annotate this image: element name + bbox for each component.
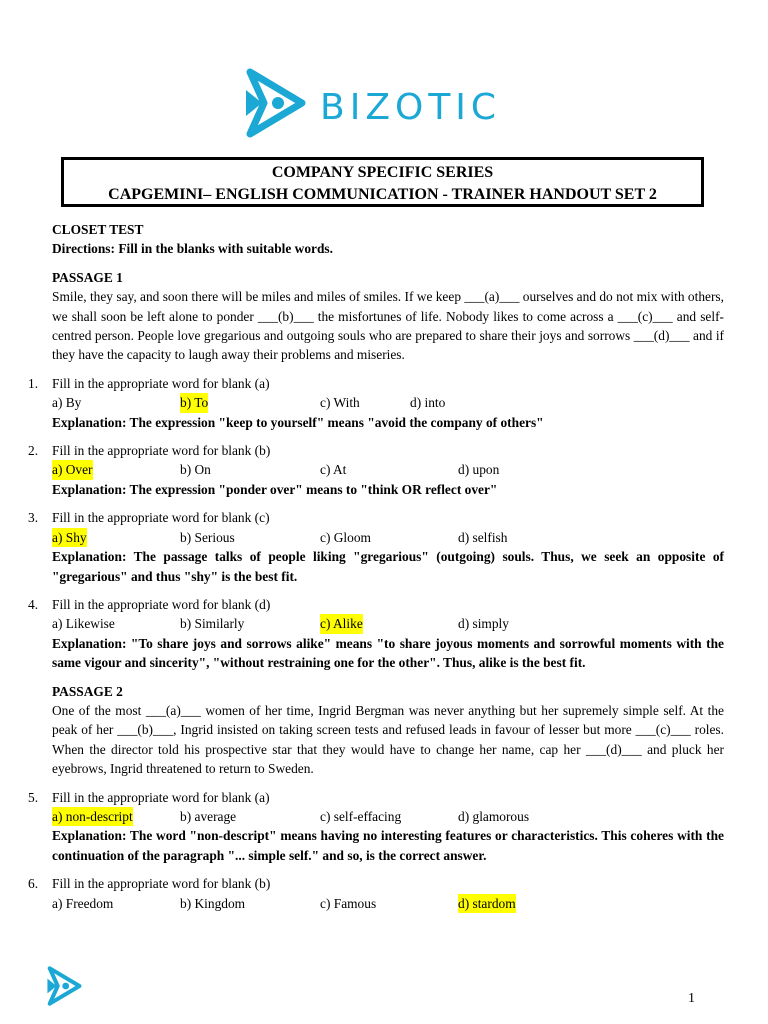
series-title: COMPANY SPECIFIC SERIES (271, 164, 494, 181)
question-prompt: Fill in the appropriate word for blank (d) (52, 596, 271, 612)
options-row (52, 614, 724, 633)
explanation: Explanation: The word "non-descript" means having no interesting features or characteristics. This coheres with the continuation of the paragraph "... simple self." and so, is the correct answer. (52, 828, 724, 863)
handout-content (28, 220, 724, 913)
option-a: a) Freedom (52, 895, 114, 911)
option-d: d) simply (458, 616, 509, 632)
options-row (52, 460, 724, 479)
passage-2-title: PASSAGE 2 (52, 683, 123, 699)
brand-logo (244, 58, 524, 148)
bizotic-triangle-logo-icon (244, 68, 306, 138)
passage-2-text: One of the most ___(a)___ women of her time, Ingrid Bergman was never anything but her supremely simple self. At the peak of her ___(b)___, Ingrid insisted on taking screen tests and refused leads in favour of lesser but more ___(c)___ roles. When the director told his prospective star that they would have to change her name, cap her ___(d)___ and pluck her eyebrows, Ingrid threatened to return to Sweden. (52, 702, 724, 777)
explanation: Explanation: The expression "ponder over" means to "think OR reflect over" (52, 481, 498, 497)
option-b: b) average (180, 808, 237, 824)
explanation: Explanation: The expression "keep to yourself" means "avoid the company of others" (52, 414, 544, 430)
options-row (52, 528, 724, 547)
option-a: a) Likewise (52, 616, 115, 632)
question-2 (28, 441, 724, 499)
option-a-correct: a) Shy (52, 528, 87, 547)
question-prompt: Fill in the appropriate word for blank (c) (52, 510, 270, 526)
passage-1-title: PASSAGE 1 (52, 269, 123, 285)
options-row (52, 393, 724, 412)
question-4 (28, 595, 724, 673)
option-b: b) On (180, 462, 211, 478)
brand-name: BIZOTIC (320, 86, 502, 128)
option-c: c) With (320, 395, 360, 411)
question-number: 3. (28, 510, 39, 526)
explanation: Explanation: "To share joys and sorrows alike" means "to share joyous moments and sorrowful moments with the same vigour and sincerity", "without restraining one for the other". Thus, alike is the best fit. (52, 635, 724, 671)
option-a: a) By (52, 395, 82, 411)
option-b: b) Serious (180, 529, 235, 545)
option-a-correct: a) non-descript (52, 807, 133, 826)
option-d-correct: d) stardom (458, 894, 516, 913)
directions: Directions: Fill in the blanks with suitable words. (52, 241, 333, 257)
explanation: Explanation: The passage talks of people liking "gregarious" (outgoing) souls. Thus, we seek an opposite of "gregarious" and thus "shy" is the best fit. (52, 549, 724, 584)
option-b: b) Similarly (180, 616, 245, 632)
page-number: 1 (688, 991, 695, 1006)
option-c-correct: c) Alike (320, 614, 363, 633)
question-number: 6. (28, 876, 39, 892)
option-d: d) into (410, 395, 446, 411)
option-c: c) At (320, 462, 347, 478)
option-d: d) selfish (458, 529, 508, 545)
question-1 (28, 374, 724, 432)
question-3 (28, 508, 724, 586)
passage-1-text: Smile, they say, and soon there will be miles and miles of smiles. If we keep ___(a)___ ourselves and do not mix with others, we shall soon be left alone to ponder ___(b)___ the misfortunes of life. Nobody likes to come across a ___(c)___ and self-centred person. People love gregarious and outgoing souls who are prepared to share their joys and sorrows ___(d)___ and if they have the capacity to laugh away their problems and miseries. (52, 289, 724, 363)
options-row (52, 894, 724, 913)
bizotic-footer-logo-icon (44, 966, 84, 1006)
question-number: 1. (28, 375, 39, 391)
question-prompt: Fill in the appropriate word for blank (b) (52, 876, 271, 892)
question-6 (28, 874, 724, 913)
option-c: c) self-effacing (320, 808, 402, 824)
options-row (52, 807, 724, 826)
question-number: 4. (28, 596, 39, 612)
option-d: d) glamorous (458, 808, 530, 824)
option-b: b) Kingdom (180, 895, 246, 911)
question-number: 2. (28, 443, 39, 459)
option-b-correct: b) To (180, 393, 208, 412)
question-5 (28, 788, 724, 866)
option-d: d) upon (458, 462, 500, 478)
option-c: c) Gloom (320, 529, 371, 545)
option-c: c) Famous (320, 895, 377, 911)
series-header (61, 157, 704, 207)
question-number: 5. (28, 789, 39, 805)
question-prompt: Fill in the appropriate word for blank (b) (52, 443, 271, 459)
handout-title: CAPGEMINI– ENGLISH COMMUNICATION - TRAINER HANDOUT SET 2 (108, 186, 657, 203)
option-a-correct: a) Over (52, 460, 93, 479)
question-prompt: Fill in the appropriate word for blank (a) (52, 375, 270, 391)
section-title: CLOSET TEST (52, 222, 144, 237)
question-prompt: Fill in the appropriate word for blank (a) (52, 789, 270, 805)
